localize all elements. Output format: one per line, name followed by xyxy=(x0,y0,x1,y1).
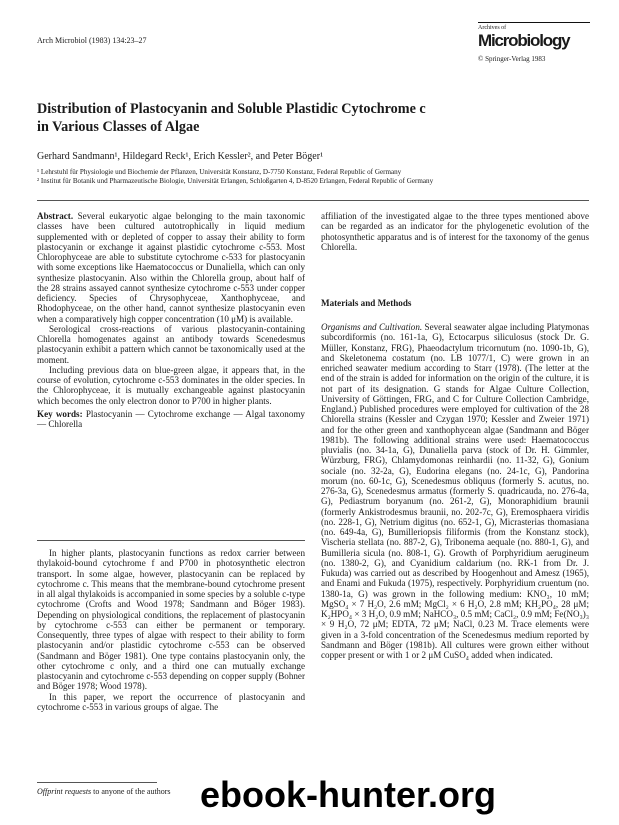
materials-methods-section xyxy=(321,322,589,660)
keywords-label: Key words: xyxy=(37,408,83,419)
right-column-intro-continuation xyxy=(321,211,589,252)
journal-reference: Arch Microbiol (1983) 134:23–27 xyxy=(37,36,147,45)
affiliation-2: ² Institut für Botanik und Pharmazeutische Biologie, Universität Erlangen, Schloßgarten 4, D-8520 Erlangen, Federal Republic of Germany xyxy=(37,177,434,185)
watermark: ebook-hunter.org xyxy=(200,774,496,815)
title-line-1: Distribution of Plastocyanin and Soluble Plastidic Cytochrome c xyxy=(37,101,426,117)
abstract-paragraph-3: Including previous data on blue-green algae, it appears that, in the course of evolution, cytochrome c-553 dominates in the older species. In the Chlorophyceae, it is mutually exchangeable against plastocyanin which becomes the only electron donor to P700 in higher plants. xyxy=(37,364,305,406)
masthead-archives-of: Archives of xyxy=(478,22,590,32)
materials-methods-heading xyxy=(321,298,589,308)
journal-masthead xyxy=(478,22,590,64)
intro-paragraph-1: In higher plants, plastocyanin functions as redox carrier between thylakoid-bound cytochrome f and P700 in photosynthetic electron transport. In some algae, however, plastocyanin can be replaced by cytochrome c. This means that the membrane-bound cytochrome present in all algal thylakoids is accompanied in some species by a soluble c-type cytochrome (Crofts and Wood 1978; Sandmann and Böger 1983). Depending on physiological conditions, the replacement of plastocyanin by cytochrome c-553 can either be permanent or temporary. Consequently, three types of algae with respect to their ability to form plastocyanin and/or plastidic cytochrome c-553 can be observed (Sandmann and Böger 1981). One type contains plastocyanin only, the other cytochrome c only, and a third one can mutually exchange plastocyanin and cytochrome c-553 depending on copper supply (Bohner and Böger 1978; Wood 1978). xyxy=(37,548,305,692)
publisher-copyright: © Springer-Verlag 1983 xyxy=(478,55,546,63)
masthead-logo: Microbiology xyxy=(478,31,570,50)
intro-paragraph-2: In this paper, we report the occurrence of plastocyanin and cytochrome c-553 in various groups of algae. The xyxy=(37,691,305,712)
materials-methods-paragraph: Several seawater algae including Platymonas subcordiformis (no. 161-1a, G), Ectocarpus siliculosus (stock Dr. G. Müller, Konstanz, FRG), Phaeodactylum tricornutum (no. 1090-1b, G), and Skeletonema costatum (no. LB 1077/1, C) were grown in an enriched seawater medium according to Starr (1978). (The letter at the end of the strain is added for information on the origin of the culture, it is not part of its designation. G stands for Algae Culture Collection, University of Göttingen, FRG, and C for Culture Collection Cambridge, England.) Published procedures were employed for cultivation of the 28 Chlorella strains (Kessler and Czygan 1970; Kessler and Zweier 1971) and for the other green and xanthophycean algae (Sandmann and Böger 1981b). The following additional strains were used: Haematococcus pluvialis (no. 34-1a, G), Dunaliella parva (stock of Dr. H. Gimmler, Würzburg, FRG), Chlamydomonas reinhardii (no. 11-32, G), Gonium sociale (no. 32-2a, G), Eudorina elegans (no. 24-1c, G), Pandorina morum (no. 60-1c, G), Scenedesmus obliquus (formerly S. acutus, no. 276-3a, G), Scenedesmus armatus (formerly S. quadricauda, no. 276-4a, G), Pediastrum boryanum (no. 261-2, G), Monoraphidium braunii (formerly Ankistrodesmus braunii, no. 202-7c, G), Eremosphaera viridis (no. 228-1, G), Netrium digitus (no. 652-1, G), Micrasterias thomasiana (no. 649-4a, G), Bumilleriopsis filiformis (from the Konstanz stock), Vischeria stellata (no. 887-2, G), Tribonema aequale (no. 880-1, G), and Bumilleria sicula (no. 808-1, G). Growth of Porphyridium aerugineum (no. 1380-2, G), and Cyanidium caldarium (no. RK-1 from Dr. J. Fukuda) was carried out as described by Hoogenhout and Amesz (1965), and Enami and Fukuda (1975), respectively. Porphyridium cruentum (no. 1380-1a, G) was grown in the following medium: KNO₃, 10 mM; MgSO₄ × 7 H₂O, 2.6 mM; MgCl₂ × 6 H₂O, 2.8 mM; KH₂PO₄, 28 μM; K₂HPO₄ × 3 H₂O, 0.9 mM; NaHCO₃, 0.5 mM; CaCl₂, 0.9 mM; Fe(NO₃)₃ × 9 H₂O, 72 μM; EDTA, 72 μM; NaCl, 0.23 M. Trace elements were given in a 3-fold concentration of the Scenedesmus medium reported by Sandmann and Böger (1981b). All cultures were grown either without copper present or with 1 or 2 μM CuSO₄ added when indicated. xyxy=(321,322,589,660)
keywords-text: Plastocyanin — Cytochrome exchange — Algal taxonomy — Chlorella xyxy=(37,408,305,429)
footnote-text: to anyone of the authors xyxy=(91,787,171,796)
header-divider xyxy=(37,200,589,201)
abstract-divider xyxy=(37,540,305,541)
intro-continuation: affiliation of the investigated algae to the three types mentioned above can be regarded as an indicator for the phylogenetic evolution of the photosynthetic apparatus and is of interest for the taxonomy of the genus Chlorella. xyxy=(321,211,589,252)
footnote-label: Offprint requests xyxy=(37,787,92,796)
abstract-section xyxy=(37,211,305,429)
abstract-paragraph-2: Serological cross-reactions of various plastocyanin-containing Chlorella homogenates against an antibody towards Scenedesmus plastocyanin exhibit a pattern which cannot be taxonomically used at the moment. xyxy=(37,323,305,365)
title-line-2: in Various Classes of Algae xyxy=(37,119,200,135)
offprint-footnote xyxy=(37,787,170,796)
author-list: Gerhard Sandmann¹, Hildegard Reck¹, Erich Kessler², and Peter Böger¹ xyxy=(37,151,324,162)
affiliation-1: ¹ Lehrstuhl für Physiologie und Biochemie der Pflanzen, Universität Konstanz, D-7750 Konstanz, Federal Republic of Germany xyxy=(37,168,402,176)
footnote-divider xyxy=(37,782,157,783)
abstract-label: Abstract. xyxy=(37,211,74,221)
introduction-section xyxy=(37,548,305,712)
subsection-label: Organisms and Cultivation. xyxy=(321,322,423,332)
section-heading-materials-methods: Materials and Methods xyxy=(321,298,412,308)
abstract-paragraph-1: Several eukaryotic algae belonging to the main taxonomic classes have been cultured autotrophically in liquid medium supplemented with or depleted of copper to assay their ability to form plastocyanin or exchange it against plastidic cytochrome c-553. Most Chlorophyceae are able to substitute cytochrome c-533 for plastocyanin with some exceptions like Haematococcus or Dunaliella, which can only synthesize plastocyanin. Also within the Chlorella group, about half of the 28 strains assayed cannot synthesize cytochrome c-553 under copper deficiency. Species of Chrysophyceae, Xanthophyceae, and Rhodophyceae, on the other hand, cannot synthesize plastocyanin even when a comparatively high copper concentration (10 μM) is available. xyxy=(37,211,305,324)
article-title xyxy=(37,100,517,136)
